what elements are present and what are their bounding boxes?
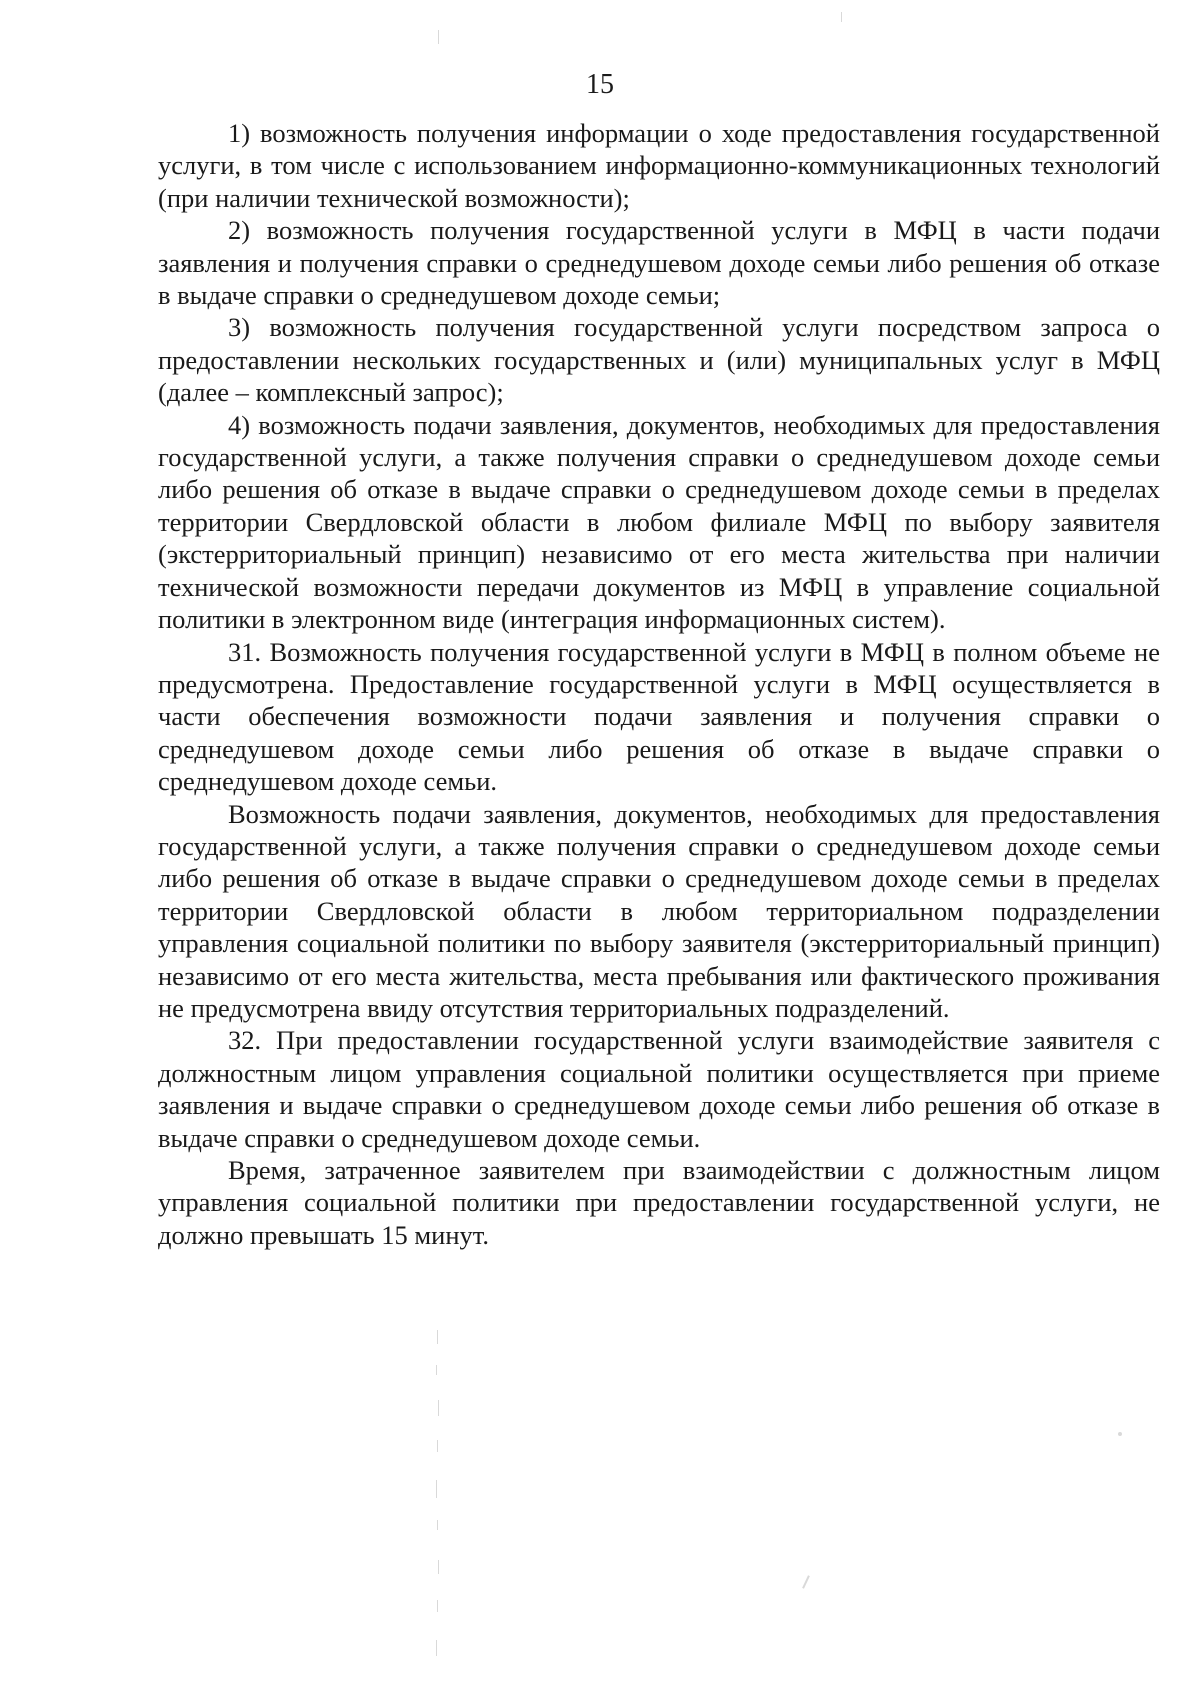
paragraph-item-4: 4) возможность подачи заявления, документов, необходимых для предоставления государственной услуги, а также получения справки о среднедушевом доходе семьи либо решения об отказе в выдаче справки о среднедушевом доходе семьи в пределах территории Свердловской области в любом филиале МФЦ по выбору заявителя (экстерриториальный принцип) независимо от его места жительства при наличии технической возможности передачи документов из МФЦ в управление социальной политики в электронном виде (интеграция информационных систем).: [158, 409, 1160, 635]
scan-artifact: [436, 1480, 437, 1498]
scan-artifact: [1118, 1432, 1122, 1436]
paragraph-clause-31: 31. Возможность получения государственной услуги в МФЦ в полном объеме не предусмотрена. Предоставление государственной услуги в МФЦ осуществляется в части обеспечения возможности подачи заявления и получения справки о среднедушевом доходе семьи либо решения об отказе в выдаче справки о среднедушевом доходе семьи.: [158, 636, 1160, 797]
scan-artifact: [438, 1560, 439, 1574]
paragraph-clause-32-cont: Время, затраченное заявителем при взаимодействии с должностным лицом управления социальной политики при предоставлении государственной услуги, не должно превышать 15 минут.: [158, 1155, 1160, 1250]
page-number: 15: [586, 69, 614, 100]
scan-artifact: [437, 1440, 438, 1452]
paragraph-clause-31-cont: Возможность подачи заявления, документов, необходимых для предоставления государственной услуги, а также получения справки о среднедушевом доходе семьи либо решения об отказе в выдаче справки о среднедушевом доходе семьи в пределах территории Свердловской области в любом территориальном подразделении управления социальной политики по выбору заявителя (экстерриториальный принцип) независимо от его места жительства, места пребывания или фактического проживания не предусмотрена ввиду отсутствия территориальных подразделений.: [158, 798, 1160, 1023]
paragraph-item-1: 1) возможность получения информации о ходе предоставления государственной услуги, в том числе с использованием информационно-коммуникационных технологий (при наличии технической возможности);: [158, 118, 1160, 213]
document-body: [158, 117, 1160, 1251]
scan-artifact: [438, 30, 439, 44]
scan-artifact: [437, 1520, 438, 1530]
paragraph-clause-32: 32. При предоставлении государственной услуги взаимодействие заявителя с должностным лицом управления социальной политики осуществляется при приеме заявления и выдаче справки о среднедушевом доходе семьи либо решения об отказе в выдаче справки о среднедушевом доходе семьи.: [158, 1025, 1160, 1153]
scan-artifact: [437, 1600, 438, 1612]
scan-artifact: [436, 1640, 437, 1656]
scan-artifact: [802, 1575, 810, 1589]
scan-artifact: [437, 1330, 438, 1344]
scan-artifact: [436, 1365, 437, 1375]
paragraph-item-3: 3) возможность получения государственной услуги посредством запроса о предоставлении нескольких государственных и (или) муниципальных услуг в МФЦ (далее – комплексный запрос);: [158, 312, 1160, 408]
paragraph-item-2: 2) возможность получения государственной услуги в МФЦ в части подачи заявления и получения справки о среднедушевом доходе семьи либо решения об отказе в выдаче справки о среднедушевом доходе семьи;: [158, 215, 1160, 311]
scan-artifact: [438, 1400, 439, 1416]
scan-artifact: [841, 12, 842, 22]
